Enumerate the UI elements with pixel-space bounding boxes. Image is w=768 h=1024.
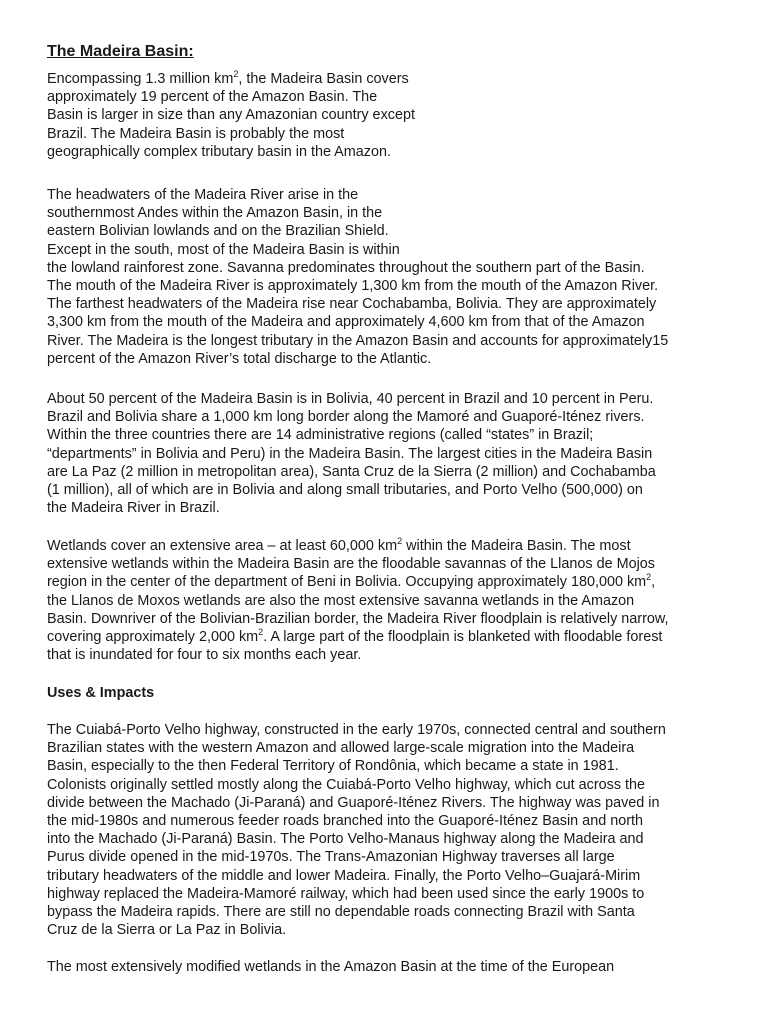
text-line: approximately 19 percent of the Amazon Basin. The	[47, 89, 378, 106]
text-segment: . A large part of the floodplain is blanketed with floodable forest	[263, 629, 663, 646]
text-line: tributary headwaters of the middle and lower Madeira. Finally, the Porto Velho–Guajará-Mirim	[47, 867, 641, 884]
text-line: “departments” in Bolivia and Peru) in the Madeira Basin. The largest cities in the Madeira Basin	[47, 445, 653, 462]
text-line: (1 million), all of which are in Bolivia and along small tributaries, and Porto Velho (500,000) on	[47, 482, 643, 499]
text-line: Brazil. The Madeira Basin is probably the most	[47, 125, 345, 142]
text-line: the mid-1980s and numerous feeder roads branched into the Guaporé-Iténez Basin and north	[47, 813, 643, 830]
text-segment: Encompassing 1.3 million km	[47, 71, 234, 87]
section-heading-uses-impacts: Uses & Impacts	[47, 685, 155, 701]
text-line: the Madeira River in Brazil.	[47, 500, 220, 517]
text-line: River. The Madeira is the longest tributary in the Amazon Basin and accounts for approximately15	[47, 332, 669, 349]
text-line: that is inundated for four to six months each year.	[47, 647, 362, 664]
text-line: extensive wetlands within the Madeira Basin are the floodable savannas of the Llanos de Mojos	[47, 556, 655, 573]
text-line: The most extensively modified wetlands in the Amazon Basin at the time of the European	[47, 959, 615, 975]
page-title: The Madeira Basin:	[47, 43, 194, 60]
paragraph-overview	[47, 70, 727, 161]
text-line: geographically complex tributary basin in the Amazon.	[47, 143, 391, 160]
text-segment: region in the center of the department of Beni in Bolivia. Occupying approximately 180,000 km	[47, 574, 647, 591]
text-line: bypass the Madeira rapids. There are still no dependable roads connecting Brazil with Santa	[47, 904, 635, 921]
text-line: The headwaters of the Madeira River arise in the	[47, 187, 359, 203]
text-line	[47, 573, 727, 591]
text-line	[47, 537, 727, 555]
text-segment: Wetlands cover an extensive area – at least 60,000 km	[47, 538, 398, 554]
text-line: divide between the Machado (Ji-Paraná) and Guaporé-Iténez Rivers. The highway was paved in	[47, 794, 660, 811]
text-line: Purus divide opened in the mid-1970s. The Trans-Amazonian Highway traverses all large	[47, 849, 615, 866]
text-line: Basin. Downriver of the Bolivian-Brazilian border, the Madeira River floodplain is relatively narrow,	[47, 610, 669, 627]
paragraph-wetlands	[47, 537, 727, 664]
text-line: eastern Bolivian lowlands and on the Brazilian Shield.	[47, 223, 389, 240]
text-line: southernmost Andes within the Amazon Basin, in the	[47, 205, 383, 222]
superscript: 2	[233, 69, 239, 80]
text-line	[47, 70, 727, 88]
text-segment: within the Madeira Basin. The most	[402, 538, 631, 554]
text-line: the Llanos de Moxos wetlands are also the most extensive savanna wetlands in the Amazon	[47, 592, 635, 609]
text-segment: covering approximately 2,000 km	[47, 629, 259, 646]
text-line: the lowland rainforest zone. Savanna predominates throughout the southern part of the Basin.	[47, 259, 645, 276]
paragraph-modified-wetlands	[47, 958, 727, 976]
text-line: Basin is larger in size than any Amazonian country except	[47, 107, 415, 124]
text-line: are La Paz (2 million in metropolitan area), Santa Cruz de la Sierra (2 million) and Cochabamba	[47, 463, 656, 480]
text-line: highway replaced the Madeira-Mamoré railway, which had been used since the early 1900s to	[47, 885, 645, 902]
text-line: Brazilian states with the western Amazon and allowed large-scale migration into the Madeira	[47, 740, 635, 757]
text-line: The Cuiabá-Porto Velho highway, constructed in the early 1970s, connected central and southern	[47, 722, 666, 738]
text-line: The farthest headwaters of the Madeira rise near Cochabamba, Bolivia. They are approximately	[47, 296, 657, 313]
text-line: 3,300 km from the mouth of the Madeira and approximately 4,600 km from that of the Amazon	[47, 314, 645, 331]
paragraph-highways	[47, 721, 727, 939]
text-line: Colonists originally settled mostly along the Cuiabá-Porto Velho highway, which cut across the	[47, 776, 646, 793]
text-line: into the Machado (Ji-Paraná) Basin. The Porto Velho-Manaus highway along the Madeira and	[47, 831, 644, 848]
paragraph-headwaters	[47, 186, 727, 368]
text-segment: ,	[651, 574, 656, 591]
superscript: 2	[646, 572, 652, 583]
text-line: The mouth of the Madeira River is approximately 1,300 km from the mouth of the Amazon River.	[47, 278, 659, 295]
text-line: Within the three countries there are 14 administrative regions (called “states” in Brazil;	[47, 427, 594, 444]
superscript: 2	[397, 536, 403, 547]
text-line: About 50 percent of the Madeira Basin is in Bolivia, 40 percent in Brazil and 10 percent in Peru.	[47, 391, 654, 407]
text-line: percent of the Amazon River’s total discharge to the Atlantic.	[47, 350, 432, 367]
text-line: Cruz de la Sierra or La Paz in Bolivia.	[47, 922, 287, 939]
text-line: Brazil and Bolivia share a 1,000 km long border along the Mamoré and Guaporé-Iténez rivers.	[47, 409, 645, 426]
text-line: Basin, especially to the then Federal Territory of Rondônia, which became a state in 1981.	[47, 758, 619, 775]
superscript: 2	[258, 627, 264, 638]
text-segment: , the Madeira Basin covers	[238, 71, 409, 87]
paragraph-countries	[47, 390, 727, 517]
text-line	[47, 628, 727, 646]
text-line: Except in the south, most of the Madeira Basin is within	[47, 241, 400, 258]
